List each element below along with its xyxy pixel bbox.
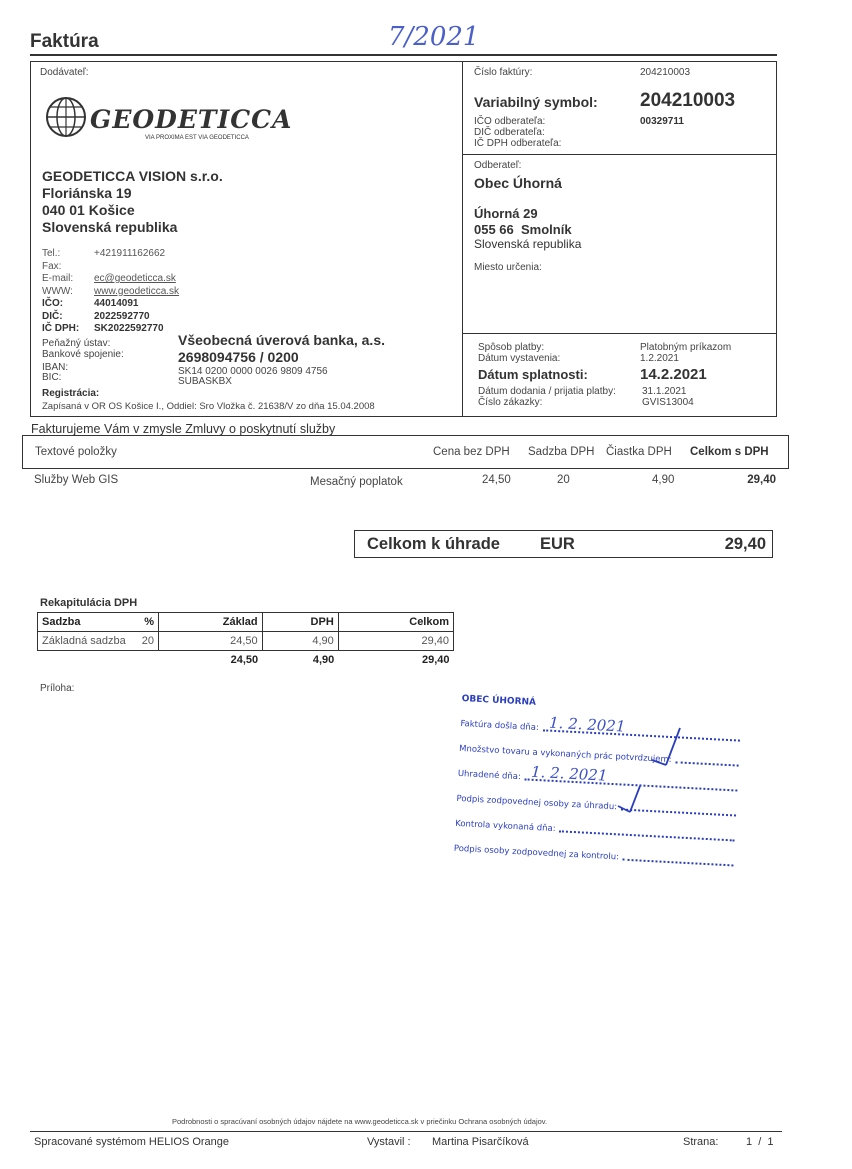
recap-h-vat: DPH [262, 613, 338, 632]
recap-h-total: Celkom [338, 613, 453, 632]
recap-sum-row [38, 651, 454, 670]
bank-account: 2698094756 / 0200 [178, 349, 299, 365]
stamp-handwritten-date: 1. 2. 2021 [530, 762, 608, 785]
stamp-line-label: Množstvo tovaru a vykonaných prác potvrdzujem: [458, 743, 672, 766]
customer-label: Odberateľ: [474, 160, 522, 171]
recap-rate: Základná sadzba [38, 632, 137, 651]
registration-text: Zapísaná v OR OS Košice I., Oddiel: Sro Vložka č. 21638/V zo dňa 15.04.2008 [42, 401, 375, 412]
contact-value: 44014091 [94, 298, 139, 309]
contact-label: WWW: [42, 285, 73, 297]
footer-rule [30, 1131, 782, 1132]
recap-sum-total: 29,40 [421, 654, 450, 666]
payment-method: Platobným príkazom [640, 342, 732, 353]
table-row [22, 474, 782, 492]
grand-total-currency: EUR [540, 535, 575, 553]
contact-label: IČO: [42, 298, 64, 309]
header-rate: Sadzba DPH [528, 446, 595, 458]
company-logo [44, 95, 89, 145]
customer-street: Úhorná 29 [474, 206, 538, 221]
item-price: 24,50 [482, 474, 511, 486]
contact-value: SK2022592770 [94, 323, 164, 334]
recap-table [37, 612, 454, 669]
contact-label: E-mail: [42, 273, 74, 284]
page-title: Faktúra [30, 31, 99, 52]
iban-bic-values [178, 367, 328, 387]
iban-value: SK14 0200 0000 0026 9809 4756 [178, 366, 328, 377]
delivery-date: 31.1.2021 [642, 386, 687, 397]
recap-pct: 20 [136, 632, 159, 651]
recap-sum-vat: 4,90 [312, 654, 335, 666]
footer-page: 1 / 1 [746, 1136, 774, 1148]
footer-issuer-label: Vystavil : [367, 1136, 411, 1148]
supplier-city: 040 01 Košice [42, 202, 135, 218]
intro-text: Fakturujeme Vám v zmysle Zmluvy o poskytnutí služby [31, 422, 336, 436]
order-label: Číslo zákazky: [478, 397, 543, 408]
customer-zip: 055 66 [474, 222, 514, 237]
contact-row [42, 248, 179, 261]
grand-total-label: Celkom k úhrade [367, 535, 500, 553]
customer-address [474, 206, 572, 238]
attachment-label: Príloha: [40, 683, 75, 694]
customer-ids [474, 116, 561, 149]
contact-value: +421911162662 [94, 248, 166, 259]
stamp-handwritten-date: 1. 2. 2021 [548, 713, 626, 736]
contact-label: DIČ: [42, 310, 63, 322]
contact-label: Fax: [42, 260, 62, 272]
bank-name: Všeobecná úverová banka, a.s. [178, 332, 385, 348]
recap-title: Rekapitulácia DPH [40, 597, 138, 609]
bic-value: SUBASKBX [178, 376, 232, 387]
dic-label: DIČ odberateľa: [474, 127, 545, 138]
stamp-line-label: Faktúra došla dňa: [460, 718, 540, 734]
stamp-title: OBEC ÚHORNÁ [461, 694, 537, 708]
delivery-label: Dátum dodania / prijatia platby: [478, 386, 616, 397]
vs-label: Variabilný symbol: [474, 94, 598, 110]
stamp-line-label: Kontrola vykonaná dňa: [454, 818, 556, 835]
issued-date: 1.2.2021 [640, 353, 679, 364]
payment-method-label: Spôsob platby: [478, 342, 545, 353]
due-label: Dátum splatnosti: [478, 367, 588, 382]
recap-row [38, 632, 454, 651]
item-name: Služby Web GIS [34, 474, 119, 486]
invoice-number: 204210003 [640, 67, 691, 78]
logo-text: GEODETICCA [90, 105, 293, 134]
supplier-name: GEODETICCA VISION s.r.o. [42, 168, 223, 184]
contact-label: IČ DPH: [42, 323, 80, 334]
registration-label: Registrácia: [42, 388, 100, 399]
globe-icon [44, 95, 89, 140]
item-rate: 20 [557, 474, 570, 486]
due-date: 14.2.2021 [640, 366, 707, 383]
stamp [454, 694, 742, 868]
stamp-lines [454, 704, 741, 868]
footer-page-label: Strana: [683, 1136, 719, 1148]
invoice-number-label: Číslo faktúry: [474, 67, 533, 78]
destination-label: Miesto určenia: [474, 262, 542, 273]
stamp-line-label: Uhradené dňa: [457, 768, 522, 783]
customer-name: Obec Úhorná [474, 175, 562, 191]
recap-sum-base: 24,50 [230, 654, 259, 666]
header-total: Celkom s DPH [690, 446, 769, 458]
item-vat: 4,90 [652, 474, 675, 486]
supplier-country: Slovenská republika [42, 219, 178, 235]
recap-base: 24,50 [159, 632, 263, 651]
contact-row [42, 261, 179, 274]
recap-vat: 4,90 [262, 632, 338, 651]
customer-city: Smolník [521, 222, 572, 237]
bank-labels [42, 338, 124, 360]
stamp-line-label: Podpis zodpovednej osoby za úhradu: [456, 793, 618, 813]
contact-row [42, 273, 179, 286]
contact-label: Tel.: [42, 248, 61, 259]
logo-tagline: VIA PROXIMA EST VIA GEODETICCA [145, 135, 249, 141]
vs-value: 204210003 [640, 90, 736, 111]
items-header [22, 435, 789, 469]
payment-labels-bottom [478, 386, 616, 408]
payment-values-bottom [642, 386, 694, 408]
privacy-note: Podrobnosti o spracúvaní osobných údajov nájdete na www.geodeticca.sk v priečinku Ochrana osobných údajov. [172, 1117, 548, 1126]
issued-label: Dátum vystavenia: [478, 353, 561, 364]
grand-total-value: 29,40 [724, 535, 766, 553]
handwritten-number: 7/2021 [388, 22, 480, 52]
header-price: Cena bez DPH [433, 446, 510, 458]
customer-country: Slovenská republika [474, 237, 582, 251]
supplier-contacts [42, 248, 179, 336]
supplier-address [42, 168, 223, 236]
stamp-line-label: Podpis osoby zodpovednej za kontrolu: [453, 843, 620, 863]
contact-row [42, 323, 179, 336]
payment-values-top [640, 342, 731, 364]
item-desc: Mesačný poplatok [310, 476, 403, 488]
bank-label: Peňažný ústav: [42, 338, 111, 349]
footer-system: Spracované systémom HELIOS Orange [34, 1136, 230, 1148]
signature-mark [600, 720, 690, 820]
recap-h-base: Základ [159, 613, 263, 632]
recap-header-row [38, 613, 454, 632]
grand-total-box [354, 530, 773, 558]
ico-value: 00329711 [640, 116, 684, 127]
contact-row [42, 298, 179, 311]
contact-value[interactable]: www.geodeticca.sk [94, 285, 180, 297]
contact-value: 2022592770 [94, 310, 150, 322]
iban-label: IBAN: [42, 362, 69, 373]
item-total: 29,40 [747, 474, 776, 486]
footer-issuer: Martina Pisarčíková [432, 1136, 529, 1148]
title-rule [30, 54, 777, 56]
supplier-street: Floriánska 19 [42, 185, 132, 201]
contact-row [42, 311, 179, 324]
recap-h-pct: % [136, 613, 159, 632]
iban-bic-labels [42, 363, 68, 383]
header-vat: Čiastka DPH [606, 446, 672, 458]
recap-total: 29,40 [338, 632, 453, 651]
stamp-line-dots [623, 859, 734, 867]
account-label: Bankové spojenie: [42, 349, 124, 360]
bic-label: BIC: [42, 372, 62, 383]
order-number: GVIS13004 [642, 397, 694, 408]
icdph-label: IČ DPH odberateľa: [474, 138, 562, 149]
contact-row [42, 286, 179, 299]
contact-value[interactable]: ec@geodeticca.sk [94, 273, 176, 284]
recap-h-rate: Sadzba [38, 613, 137, 632]
payment-labels-top [478, 342, 560, 364]
header-text: Textové položky [35, 446, 117, 458]
supplier-label: Dodávateľ: [40, 67, 89, 78]
ico-label: IČO odberateľa: [474, 116, 546, 127]
